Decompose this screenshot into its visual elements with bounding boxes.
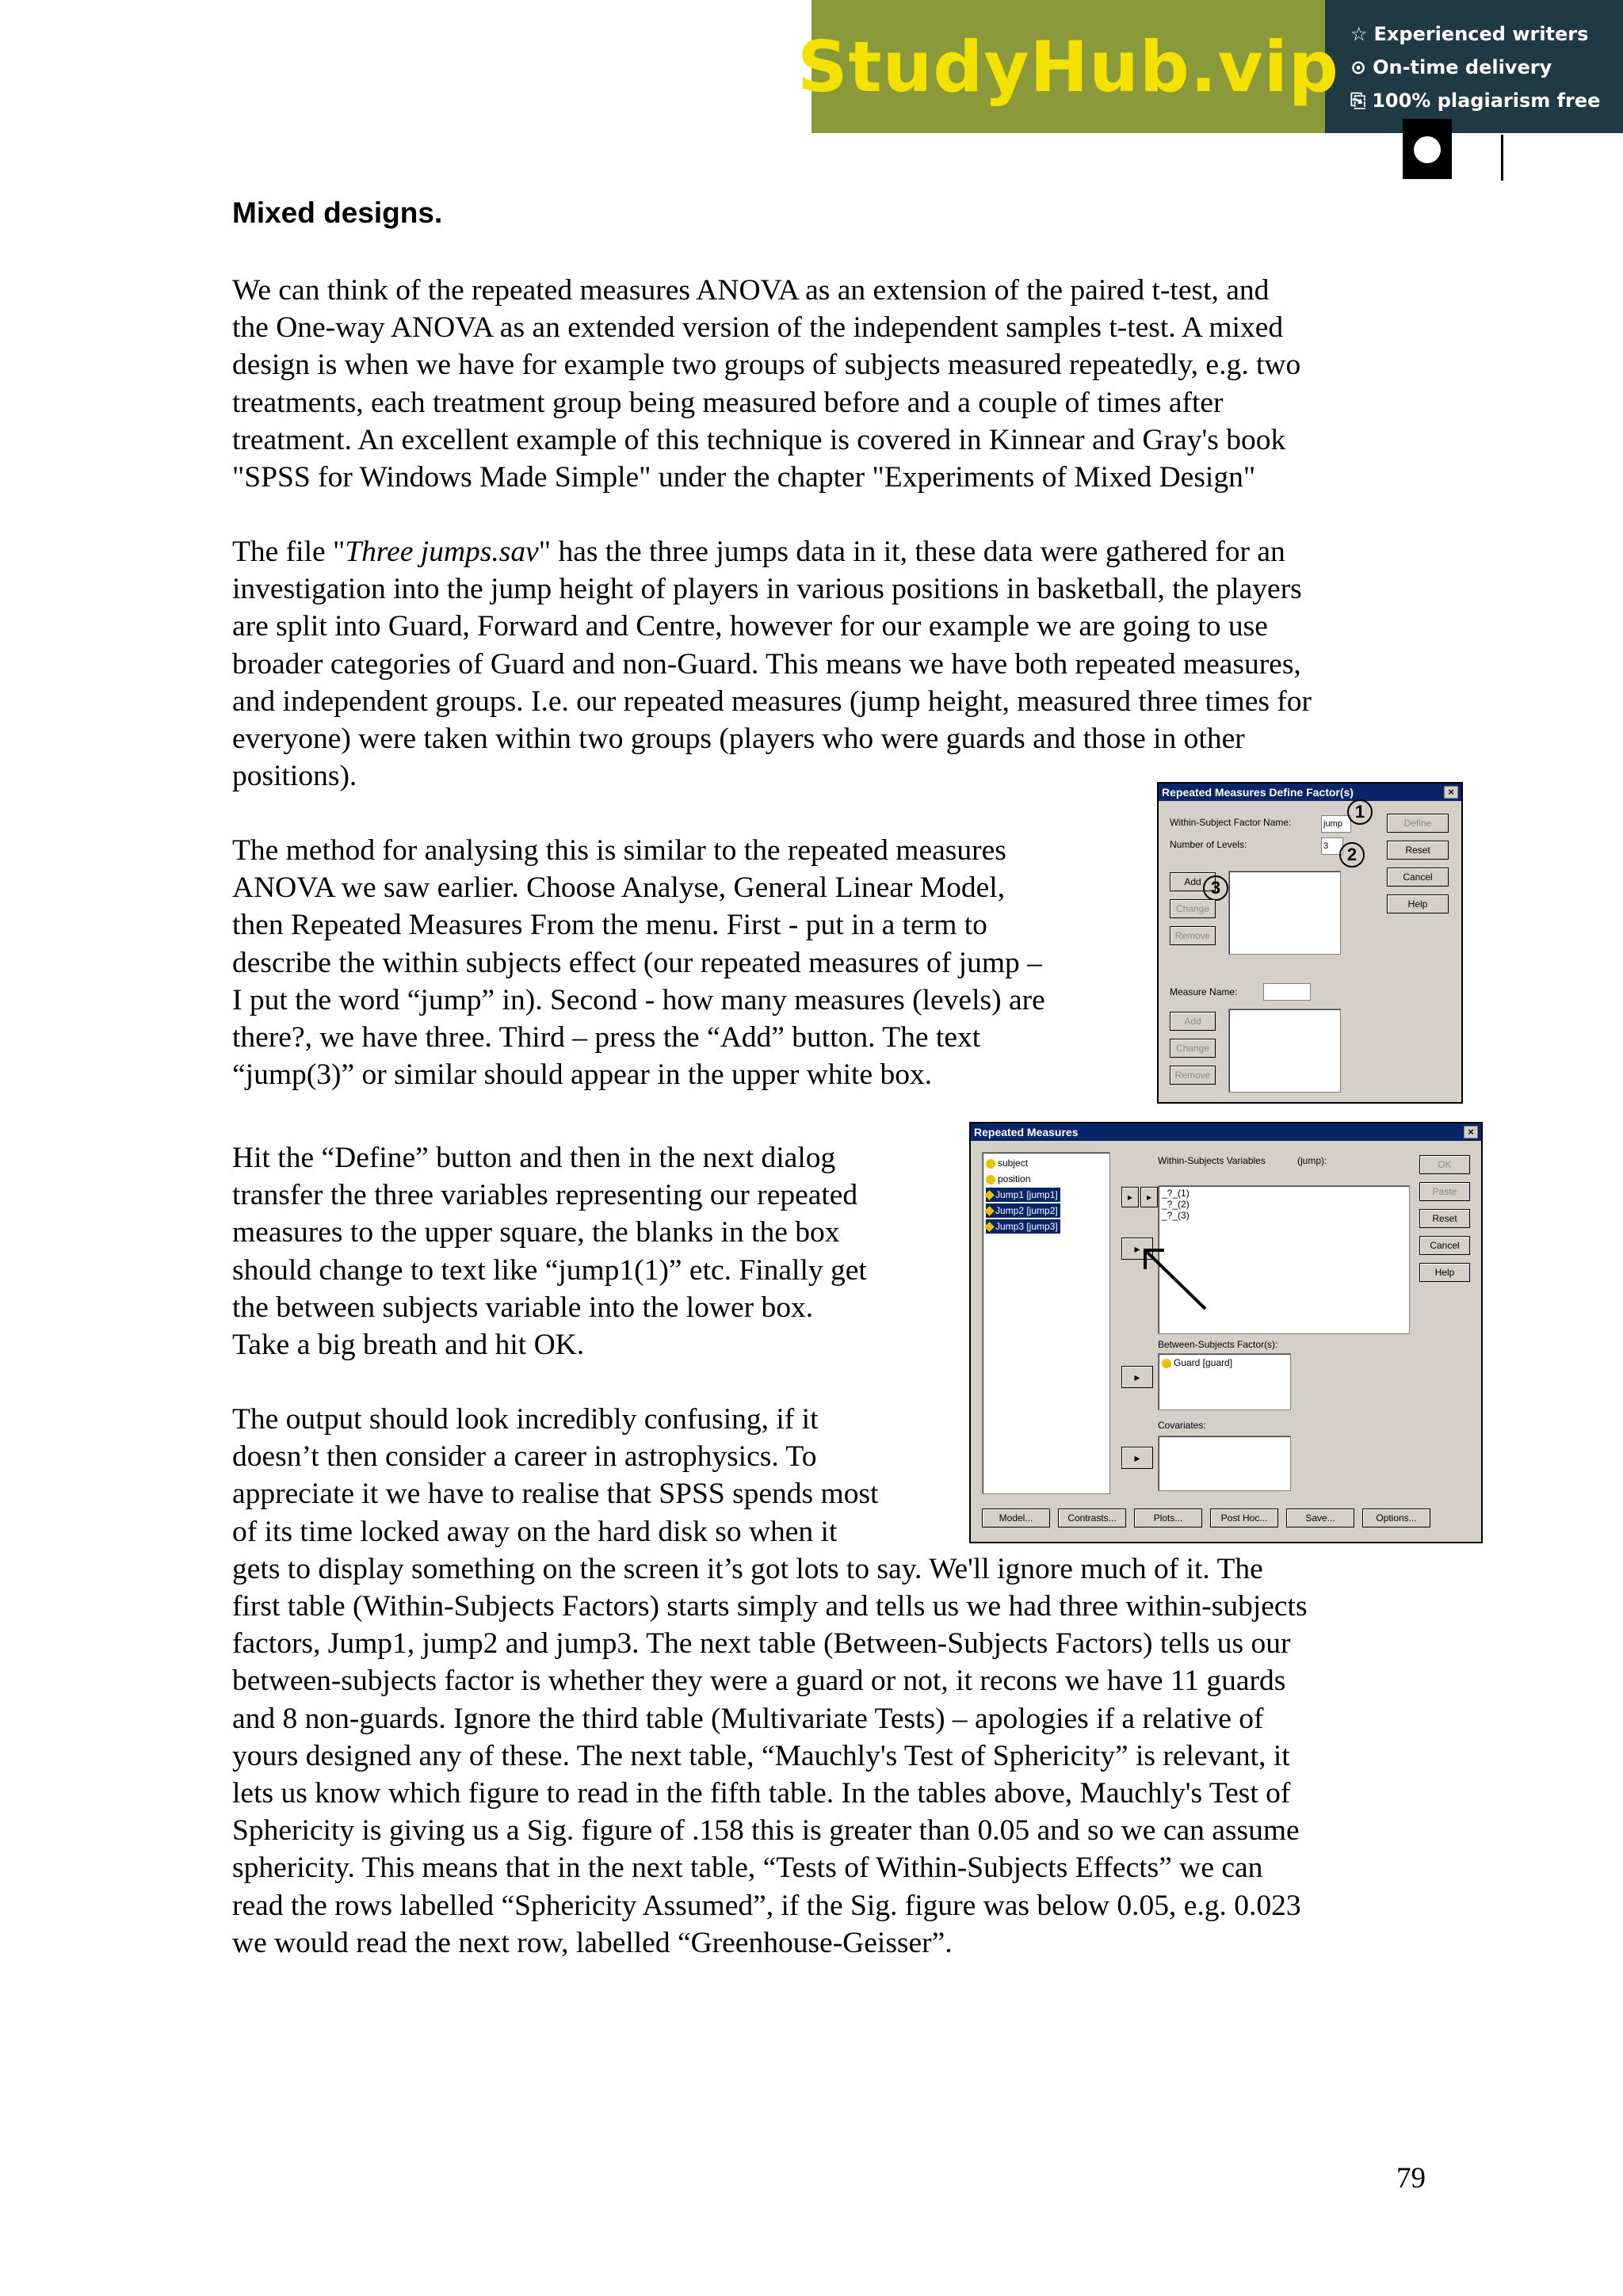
text-run: " has the three jumps data in it, these data were gathered for an	[538, 536, 1285, 568]
text-line: everyone) were taken within two groups (players who were guards and those in other	[232, 723, 1245, 756]
text-line: factors, Jump1, jump2 and jump3. The next table (Between-Subjects Factors) tells us our	[232, 1627, 1291, 1661]
between-subjects-list[interactable]	[1158, 1353, 1291, 1410]
text-line: "SPSS for Windows Made Simple" under the chapter "Experiments of Mixed Design"	[232, 461, 1256, 494]
text-line: describe the within subjects effect (our repeated measures of jump –	[232, 946, 1042, 979]
covariates-list[interactable]	[1158, 1436, 1291, 1491]
save-button[interactable]: Save...	[1286, 1508, 1354, 1527]
text-line: measures to the upper square, the blanks in the box	[232, 1216, 840, 1249]
text-line: Hit the “Define” button and then in the next dialog	[232, 1142, 836, 1174]
variable-item-jump1[interactable]	[986, 1188, 1060, 1202]
move-down-button[interactable]: ▸	[1140, 1187, 1158, 1207]
page-number: 79	[1396, 2162, 1426, 2195]
move-to-within-button[interactable]: ▸	[1121, 1238, 1153, 1260]
text-line: should change to text like “jump1(1)” etc. Finally get	[232, 1253, 867, 1287]
scale-variable-icon	[984, 1190, 995, 1200]
repeated-measures-dialog	[969, 1122, 1483, 1543]
text-line: yours designed any of these. The next table, “Mauchly's Test of Sphericity” is relevant, it	[232, 1739, 1290, 1772]
pointer-arrow-annotation	[1139, 1242, 1210, 1314]
model-button[interactable]: Model...	[982, 1508, 1050, 1527]
scale-variable-icon	[984, 1206, 995, 1216]
measure-name-label: Measure Name:	[1170, 986, 1238, 997]
feature-item	[1350, 84, 1600, 117]
dialog-title: Repeated Measures Define Factor(s)	[1162, 786, 1354, 799]
between-item-guard[interactable]	[1162, 1356, 1232, 1370]
text-line: of its time locked away on the hard disk so when it	[232, 1515, 838, 1548]
clock-icon: ⊙	[1350, 56, 1367, 78]
move-up-button[interactable]: ▸	[1121, 1187, 1139, 1207]
source-variable-list[interactable]	[982, 1152, 1110, 1494]
feature-list	[1350, 17, 1600, 117]
variable-label: subject	[998, 1158, 1029, 1169]
file-name: Three jumps.sav	[345, 536, 539, 568]
help-button[interactable]: Help	[1387, 894, 1449, 913]
text-line: transfer the three variables representing our repeated	[232, 1179, 858, 1212]
text-line: broader categories of Guard and non-Guard. This means we have both repeated measures,	[232, 647, 1301, 681]
studyhub-logo[interactable]	[797, 0, 1339, 133]
within-subjects-label: Within-Subjects Variables	[1158, 1155, 1266, 1166]
define-button[interactable]: Define	[1387, 814, 1449, 833]
remove-measure-button[interactable]: Remove	[1170, 1066, 1216, 1085]
step-marker-3: 3	[1203, 875, 1228, 901]
feature-text: On-time delivery	[1373, 56, 1552, 78]
define-factors-dialog	[1157, 782, 1463, 1104]
text-line: lets us know which figure to read in the fifth table. In the tables above, Mauchly's Test of	[232, 1777, 1291, 1810]
divider	[1501, 135, 1503, 181]
variable-item-jump2[interactable]	[986, 1203, 1060, 1218]
text-line: gets to display something on the screen it’s got lots to say. We'll ignore much of it. The	[232, 1552, 1263, 1585]
text-line: The output should look incredibly confusing, if it	[232, 1403, 819, 1436]
cancel-button[interactable]: Cancel	[1419, 1236, 1470, 1255]
text-line: positions).	[232, 760, 357, 793]
move-to-covariates-button[interactable]: ▸	[1121, 1447, 1153, 1469]
add-button[interactable]: Add	[1170, 872, 1216, 891]
text-line: treatment. An excellent example of this technique is covered in Kinnear and Gray's book	[232, 423, 1286, 456]
close-icon[interactable]: ×	[1444, 786, 1458, 799]
add-measure-button[interactable]: Add	[1170, 1012, 1216, 1031]
change-button[interactable]: Change	[1170, 899, 1216, 918]
studyhub-banner[interactable]	[797, 0, 1623, 133]
paragraph-intro	[232, 272, 1300, 496]
text-line: there?, we have three. Third – press the “Add” button. The text	[232, 1021, 981, 1055]
text-line: we would read the next row, labelled “Greenhouse-Geisser”.	[232, 1926, 953, 1959]
reset-button[interactable]: Reset	[1387, 841, 1449, 860]
document-check-icon: ⎘	[1350, 90, 1366, 112]
within-factor-name: (jump):	[1297, 1155, 1327, 1166]
variable-label: Guard [guard]	[1174, 1357, 1233, 1368]
dialog-titlebar	[971, 1123, 1481, 1141]
reset-button[interactable]: Reset	[1419, 1209, 1470, 1228]
change-measure-button[interactable]: Change	[1170, 1039, 1216, 1058]
paragraph-data-file	[232, 533, 1312, 795]
factor-list[interactable]	[1228, 871, 1341, 955]
scale-variable-icon	[984, 1222, 995, 1232]
star-icon: ☆	[1350, 23, 1368, 45]
paste-button[interactable]: Paste	[1419, 1182, 1470, 1201]
text-line: I put the word “jump” in). Second - how many measures (levels) are	[232, 983, 1045, 1016]
help-button[interactable]: Help	[1419, 1263, 1470, 1282]
text-line: ANOVA we saw earlier. Choose Analyse, General Linear Model,	[232, 871, 1006, 905]
text-line: the between subjects variable into the lower box.	[232, 1291, 814, 1324]
between-subjects-label: Between-Subjects Factor(s):	[1158, 1339, 1278, 1350]
paragraph-define	[232, 1139, 867, 1363]
text-line: sphericity. This means that in the next table, “Tests of Within-Subjects Effects” we can	[232, 1852, 1263, 1885]
text-line: the One-way ANOVA as an extended version of the independent samples t-test. A mixed	[232, 311, 1284, 345]
section-heading: Mixed designs.	[232, 196, 443, 229]
covariates-label: Covariates:	[1158, 1420, 1206, 1431]
ok-button[interactable]: OK	[1419, 1155, 1470, 1174]
text-line: and 8 non-guards. Ignore the third table (Multivariate Tests) – apologies if a relative of	[232, 1702, 1264, 1735]
dialog-titlebar	[1159, 784, 1461, 801]
university-logo-icon	[1403, 119, 1452, 179]
close-icon[interactable]: ×	[1464, 1126, 1478, 1138]
text-line: “jump(3)” or similar should appear in the upper white box.	[232, 1058, 933, 1092]
text-line: Sphericity is giving us a Sig. figure of .158 this is greater than 0.05 and so we can assume	[232, 1814, 1300, 1848]
variable-label: Jump2 [jump2]	[995, 1205, 1058, 1216]
step-marker-1: 1	[1347, 799, 1373, 825]
text-line: The method for analysing this is similar to the repeated measures	[232, 834, 1006, 867]
text-line: doesn’t then consider a career in astrophysics. To	[232, 1440, 817, 1474]
step-marker-2: 2	[1339, 842, 1365, 868]
paragraph-method	[232, 832, 1045, 1093]
within-slot[interactable]: _?_(1)	[1162, 1188, 1190, 1199]
dialog-title: Repeated Measures	[974, 1126, 1079, 1138]
text-line: first table (Within-Subjects Factors) starts simply and tells us we had three within-subjects	[232, 1590, 1308, 1623]
text-line	[232, 533, 1312, 570]
feature-text: Experienced writers	[1373, 23, 1589, 45]
text-line: design is when we have for example two groups of subjects measured repeatedly, e.g. two	[232, 349, 1301, 382]
move-to-between-button[interactable]: ▸	[1121, 1366, 1153, 1388]
variable-item-subject[interactable]	[986, 1156, 1028, 1170]
within-slot[interactable]: _?_(3)	[1162, 1210, 1190, 1221]
variable-item-position[interactable]	[986, 1172, 1030, 1186]
text-line: then Repeated Measures From the menu. First - put in a term to	[232, 909, 987, 942]
text-line: appreciate it we have to realise that SPSS spends most	[232, 1478, 879, 1511]
text-line: Take a big breath and hit OK.	[232, 1329, 585, 1362]
text-line: read the rows labelled “Sphericity Assumed”, if the Sig. figure was below 0.05, e.g. 0.023	[232, 1889, 1301, 1922]
variable-item-jump3[interactable]	[986, 1219, 1060, 1234]
cancel-button[interactable]: Cancel	[1387, 868, 1449, 887]
feature-text: 100% plagiarism free	[1372, 90, 1601, 112]
variable-label: Jump3 [jump3]	[995, 1221, 1058, 1232]
options-button[interactable]: Options...	[1362, 1508, 1430, 1527]
contrasts-button[interactable]: Contrasts...	[1058, 1508, 1126, 1527]
variable-label: Jump1 [jump1]	[995, 1189, 1058, 1200]
plots-button[interactable]: Plots...	[1134, 1508, 1202, 1527]
factor-name-input[interactable]: jump	[1321, 815, 1351, 833]
text-line: investigation into the jump height of players in various positions in basketball, the players	[232, 573, 1302, 606]
variable-label: position	[998, 1173, 1031, 1184]
feature-item	[1350, 17, 1600, 51]
text-line: between-subjects factor is whether they were a guard or not, it recons we have 11 guards	[232, 1665, 1286, 1698]
brand-name: StudyHub.vip	[797, 25, 1339, 108]
text-line: treatments, each treatment group being measured before and a couple of times after	[232, 386, 1224, 419]
scale-variable-icon	[986, 1159, 995, 1169]
text-line: We can think of the repeated measures ANOVA as an extension of the paired t-test, and	[232, 274, 1270, 307]
feature-item	[1350, 51, 1600, 84]
remove-button[interactable]: Remove	[1170, 926, 1216, 945]
scale-variable-icon	[986, 1175, 995, 1184]
measure-list[interactable]	[1228, 1009, 1341, 1093]
text-line: and independent groups. I.e. our repeated measures (jump height, measured three times for	[232, 685, 1312, 718]
post-hoc-button[interactable]: Post Hoc...	[1210, 1508, 1278, 1527]
text-run: The file "	[232, 536, 346, 568]
measure-name-input[interactable]	[1263, 983, 1311, 1001]
factor-name-label: Within-Subject Factor Name:	[1170, 817, 1292, 828]
levels-input[interactable]: 3	[1321, 837, 1343, 855]
levels-label: Number of Levels:	[1170, 839, 1247, 850]
nominal-variable-icon	[1162, 1359, 1171, 1368]
within-slot[interactable]: _?_(2)	[1162, 1199, 1190, 1210]
text-line: are split into Guard, Forward and Centre, however for our example we are going to use	[232, 610, 1268, 643]
